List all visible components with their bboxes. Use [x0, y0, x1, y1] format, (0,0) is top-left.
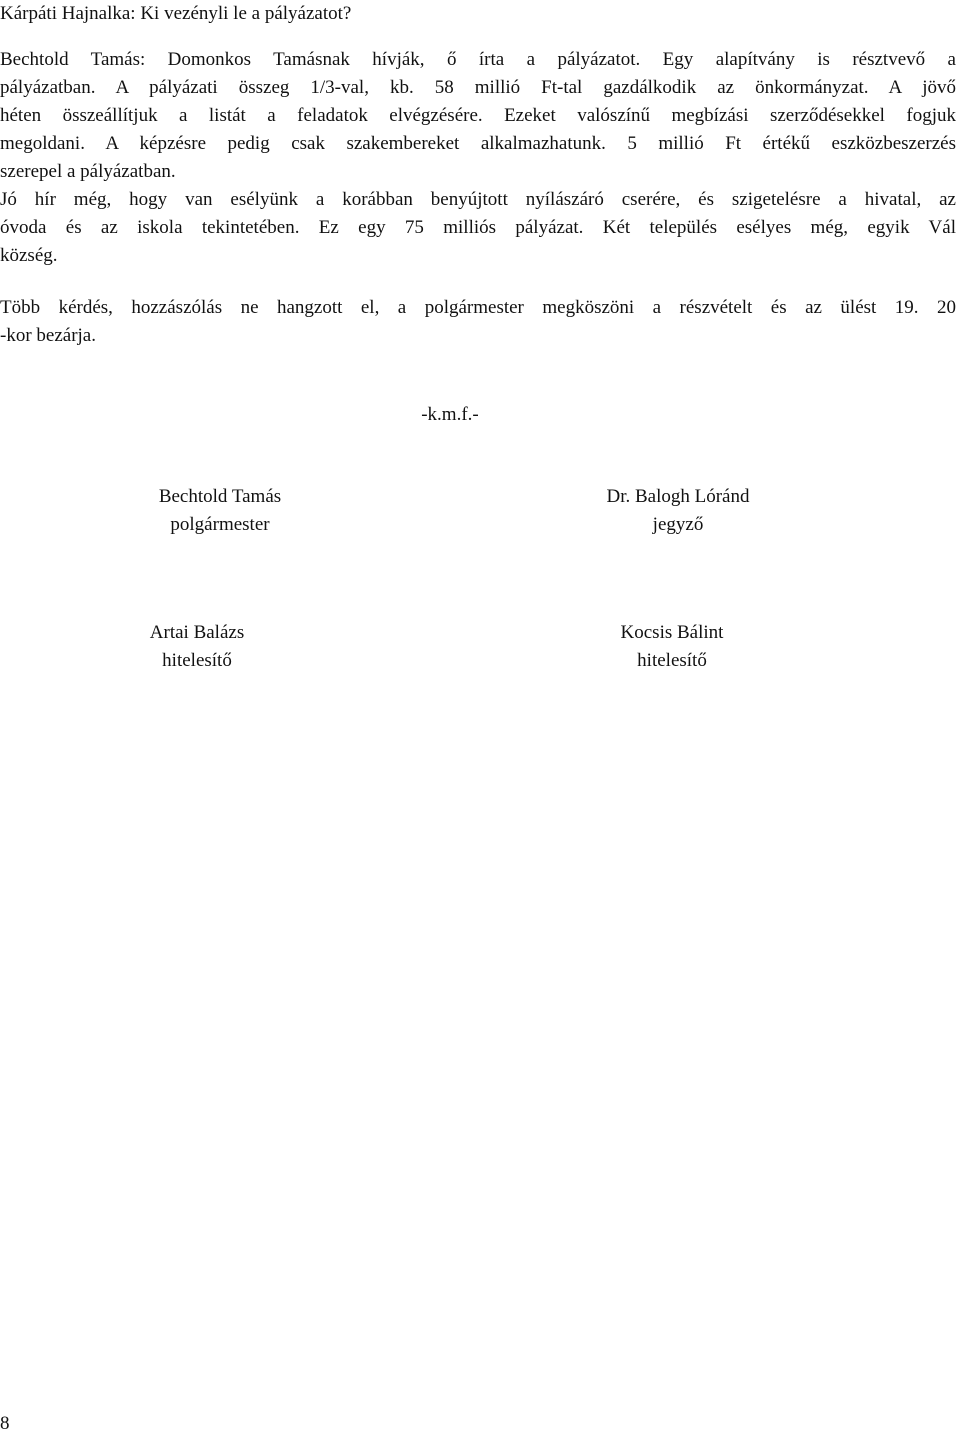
signature-balogh: [513, 483, 843, 539]
answer-line-6: Jó hír még, hogy van esélyünk a korábban benyújtott nyílászáró cserére, és szigetelésre a hivatal, az: [0, 189, 956, 210]
answer-line-3: héten összeállítjuk a listát a feladatok elvégzésére. Ezeket valószínű megbízási szerződésekkel fogjuk: [0, 105, 956, 126]
closing-line-1: Több kérdés, hozzászólás ne hangzott el, a polgármester megköszöni a részvételt és az ülést 19. 20: [0, 297, 956, 318]
signature-artai: [32, 619, 362, 675]
signature-kocsis: [507, 619, 837, 675]
signature-name: Bechtold Tamás: [158, 486, 282, 507]
signature-name: Dr. Balogh Lóránd: [606, 486, 750, 507]
kmf-mark: -k.m.f.-: [421, 404, 479, 425]
closing-paragraph: [0, 294, 956, 350]
closing-line-2: -kor bezárja.: [0, 325, 96, 346]
signature-name: Kocsis Bálint: [620, 622, 724, 643]
question-line: Kárpáti Hajnalka: Ki vezényli le a pályázatot?: [0, 3, 352, 24]
answer-line-5: szerepel a pályázatban.: [0, 161, 176, 182]
signature-role: hitelesítő: [162, 650, 232, 671]
signature-bechtold: [55, 483, 385, 539]
answer-line-8: község.: [0, 245, 58, 266]
answer-line-2: pályázatban. A pályázati összeg 1/3-val, kb. 58 millió Ft-tal gazdálkodik az önkormányzat. A jövő: [0, 77, 956, 98]
signature-role: hitelesítő: [637, 650, 707, 671]
page-number: 8: [0, 1413, 10, 1434]
question-paragraph: [0, 0, 956, 28]
signature-role: jegyző: [652, 514, 704, 535]
answer-line-4: megoldani. A képzésre pedig csak szakembereket alkalmazhatunk. 5 millió Ft értékű eszközbeszerzés: [0, 133, 956, 154]
signature-name: Artai Balázs: [149, 622, 245, 643]
signature-role: polgármester: [170, 514, 270, 535]
answer-line-7: óvoda és az iskola tekintetében. Ez egy 75 milliós pályázat. Két település esélyes még, egyik Vál: [0, 217, 956, 238]
answer-paragraph: [0, 46, 956, 270]
answer-line-1: Bechtold Tamás: Domonkos Tamásnak hívják, ő írta a pályázatot. Egy alapítvány is résztvevő a: [0, 49, 956, 70]
